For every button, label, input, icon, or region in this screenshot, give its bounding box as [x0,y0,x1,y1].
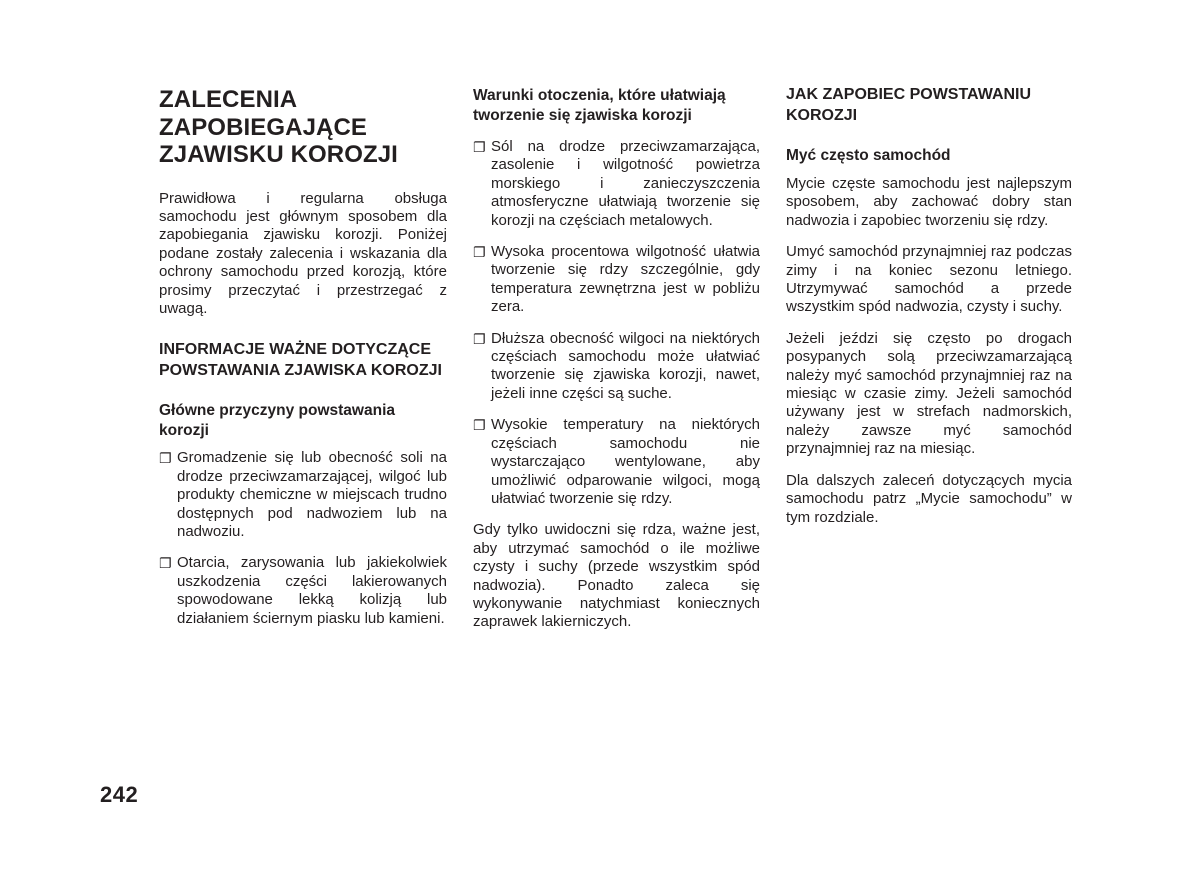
subheading-wash-often: Myć często samochód [786,147,951,164]
list-item-text: Otarcia, zarysowania lub jakiekolwiek uszkodzenia części lakierowanych spowodowane lekką kolizją lub działaniem ściernym piasku lub kamieni. [177,554,447,627]
checkbox-bullet-icon: ❐ [159,450,172,467]
list-item-text: Dłuższa obecność wilgoci na niektórych częściach samochodu może ułatwiać tworzenie się zjawiska korozji, nawet, jeżeli inne części są suche. [491,329,760,402]
checkbox-bullet-icon: ❐ [159,555,172,572]
paragraph: Dla dalszych zaleceń dotyczących mycia samochodu patrz „Mycie samochodu” w tym rozdziale. [786,471,1072,526]
list-item-text: Gromadzenie się lub obecność soli na drodze przeciwzamarzającej, wilgoć lub produkty chemiczne w miejscach trudno dostępnych pod nadwoziem lub na nadwoziu. [177,449,447,540]
paragraph: Mycie częste samochodu jest najlepszym sposobem, aby zachować dobry stan nadwozia i zapobiec tworzeniu się rdzy. [786,175,1072,229]
checkbox-bullet-icon: ❐ [473,139,486,155]
paragraph: Umyć samochód przynajmniej raz podczas zimy i na koniec sezonu letniego. Utrzymywać samochód a przede wszystkim spód nadwozia, czysty i suchy. [786,243,1072,316]
closing-paragraph: Gdy tylko uwidoczni się rdza, ważne jest, aby utrzymać samochód o ile możliwe czysty i suchy (przede wszystkim spód nadwozia). Ponadto zaleca się wykonywanie natychmiast koniecznych zaprawek lakierniczych. [473,521,760,631]
checkbox-bullet-icon: ❐ [473,330,486,347]
list-item [473,138,760,230]
list-item [159,554,447,628]
section-heading-corrosion-info: INFORMACJE WAŻNE DOTYCZĄCE POWSTAWANIA ZJAWISKA KOROZJI [159,341,442,379]
list-item [473,243,760,317]
list-item [473,330,760,404]
list-item-text: Sól na drodze przeciwzamarzająca, zasolenie i wilgotność powietrza morskiego i zanieczyszczenia atmosferyczne ułatwiają tworzenie się korozji na częściach metalowych. [491,138,760,229]
checkbox-bullet-icon: ❐ [473,244,486,261]
column-3 [786,82,1072,540]
checkbox-bullet-icon: ❐ [473,417,486,434]
paragraph: Jeżeli jeździ się często po drogach posypanych solą przeciwzamarzającą należy myć samochód przynajmniej raz na miesiąc w czasie zimy. Jeżeli samochód używany jest w strefach nadmorskich, należy zawsze myć samochód przynajmniej raz na miesiąc. [786,329,1072,458]
section-heading-prevention: JAK ZAPOBIEC POWSTAWANIU KOROZJI [786,86,1032,124]
list-item-text: Wysoka procentowa wilgotność ułatwia tworzenie się rdzy szczególnie, gdy temperatura zewnętrzna jest w pobliżu zera. [491,243,760,316]
subheading-main-causes: Główne przyczyny powstawania korozji [159,402,396,440]
column-2 [473,82,760,645]
subheading-environment: Warunki otoczenia, które ułatwiają tworzenie się zjawiska korozji [473,87,726,124]
intro-paragraph: Prawidłowa i regularna obsługa samochodu jest głównym sposobem dla zapobiegania zjawisku korozji. Poniżej podane zostały zalecenia i wskazania dla ochrony samochodu przed korozją, które prosimy przeczytać i przestrzegać z uwagą. [159,189,447,317]
page-number: 242 [100,782,139,807]
list-item [159,449,447,541]
list-item [473,416,760,508]
column-1 [159,82,447,641]
page-title: ZALECENIA ZAPOBIEGAJĄCE ZJAWISKU KOROZJI [159,86,398,168]
list-item-text: Wysokie temperatury na niektórych częściach samochodu nie wystarczająco wentylowane, aby umożliwić odparowanie wilgoci, mogą ułatwiać tworzenie się rdzy. [491,416,760,507]
